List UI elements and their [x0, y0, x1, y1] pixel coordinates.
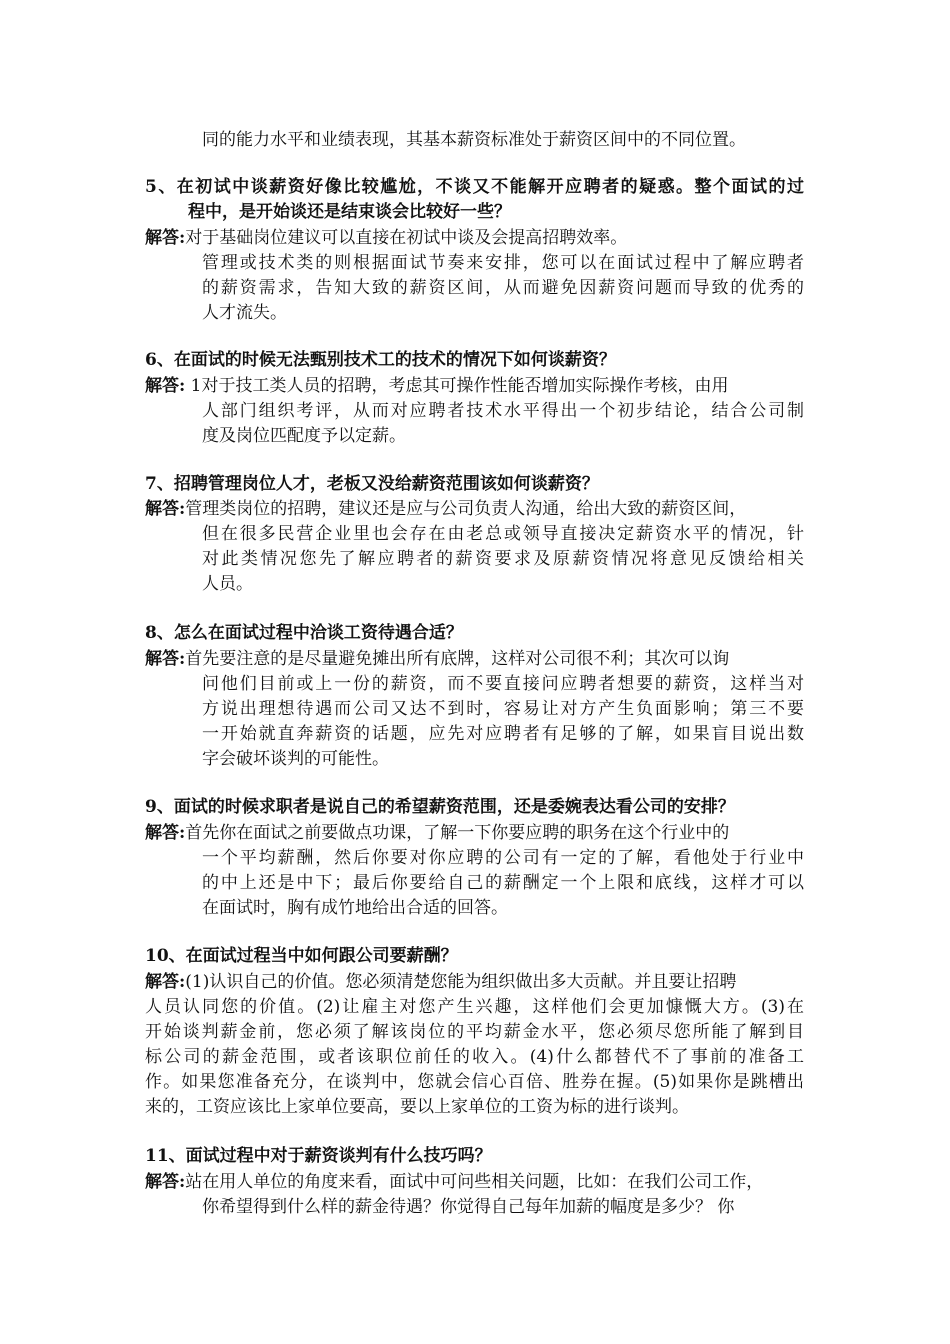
answer-9-line-1: 解答:首先你在面试之前要做点功课，了解一下你要应聘的职务在这个行业中的	[145, 823, 730, 843]
answer-5-line-4: 人才流失。	[202, 303, 287, 323]
answer-10-line-5: 作。如果您准备充分，在谈判中，您就会信心百倍、胜券在握。(5)如果你是跳槽出	[145, 1072, 804, 1092]
answer-label: 解答:	[145, 499, 186, 519]
answer-10-line-6: 来的，工资应该比上家单位要高，要以上家单位的工资为标的进行谈判。	[145, 1097, 689, 1117]
answer-9-line-2: 一个平均薪酬，然后你要对你应聘的公司有一定的了解，看他处于行业中	[202, 848, 804, 868]
answer-5-line-2: 管理或技术类的则根据面试节奏来安排，您可以在面试过程中了解应聘者	[202, 253, 804, 273]
answer-8-line-5: 字会破坏谈判的可能性。	[202, 749, 389, 769]
answer-9-line-4: 在面试时，胸有成竹地给出合适的回答。	[202, 898, 508, 918]
answer-9-line-3: 的中上还是中下；最后你要给自己的薪酬定一个上限和底线，这样才可以	[202, 873, 804, 893]
answer-6-line-3: 度及岗位匹配度予以定薪。	[202, 426, 406, 446]
answer-label: 解答:	[145, 649, 186, 669]
answer-8-line-1: 解答:首先要注意的是尽量避免摊出所有底牌，这样对公司很不利；其次可以询	[145, 649, 730, 669]
answer-8-line-3: 方说出理想待遇而公司又达不到时，容易让对方产生负面影响；第三不要	[202, 699, 804, 719]
answer-7-line-4: 人员。	[202, 574, 253, 594]
answer-11-line-2: 你希望得到什么样的薪金待遇？你觉得自己每年加薪的幅度是多少？ 你	[202, 1197, 735, 1217]
answer-8-line-4: 一开始就直奔薪资的话题，应先对应聘者有足够的了解，如果盲目说出数	[202, 724, 804, 744]
question-6: 6、在面试的时候无法甄别技术工的技术的情况下如何谈薪资？	[145, 350, 616, 370]
answer-label: 解答:	[145, 228, 186, 248]
answer-label: 解答:	[145, 1172, 186, 1192]
answer-label: 解答:	[145, 823, 186, 843]
answer-label: 解答:	[145, 376, 186, 396]
answer-7-line-1: 解答:管理类岗位的招聘，建议还是应与公司负责人沟通，给出大致的薪资区间，	[145, 499, 747, 519]
question-11: 11、面试过程中对于薪资谈判有什么技巧吗？	[145, 1146, 492, 1166]
question-10: 10、在面试过程当中如何跟公司要薪酬？	[145, 946, 458, 966]
answer-5-line-3: 的薪资需求，告知大致的薪资区间，从而避免因薪资问题而导致的优秀的	[202, 278, 804, 298]
question-7: 7、招聘管理岗位人才，老板又没给薪资范围该如何谈薪资？	[145, 474, 599, 494]
intro-tail: 同的能力水平和业绩表现，其基本薪资标准处于薪资区间中的不同位置。	[202, 130, 746, 150]
question-9: 9、面试的时候求职者是说自己的希望薪资范围，还是委婉表达看公司的安排？	[145, 797, 735, 817]
answer-label: 解答:	[145, 972, 186, 992]
answer-8-line-2: 问他们目前或上一份的薪资，而不要直接问应聘者想要的薪资，这样当对	[202, 674, 804, 694]
answer-7-line-2: 但在很多民营企业里也会存在由老总或领导直接决定薪资水平的情况，针	[202, 524, 804, 544]
answer-6-line-2: 人部门组织考评，从而对应聘者技术水平得出一个初步结论，结合公司制	[202, 401, 804, 421]
question-8: 8、怎么在面试过程中洽谈工资待遇合适？	[145, 623, 463, 643]
answer-7-line-3: 对此类情况您先了解应聘者的薪资要求及原薪资情况将意见反馈给相关	[202, 549, 804, 569]
answer-6-line-1: 解答: 1对于技工类人员的招聘，考虑其可操作性能否增加实际操作考核，由用	[145, 376, 729, 396]
answer-10-line-4: 标公司的薪金范围，或者该职位前任的收入。(4)什么都替代不了事前的准备工	[145, 1047, 804, 1067]
question-5: 5、在初试中谈薪资好像比较尴尬，不谈又不能解开应聘者的疑惑。整个面试的过	[145, 177, 804, 197]
answer-10-line-3: 开始谈判薪金前，您必须了解该岗位的平均薪金水平，您必须尽您所能了解到目	[145, 1022, 804, 1042]
answer-5-line-1: 解答:对于基础岗位建议可以直接在初试中谈及会提高招聘效率。	[145, 228, 628, 248]
answer-10-line-2: 人员认同您的价值。(2)让雇主对您产生兴趣，这样他们会更加慷慨大方。(3)在	[145, 997, 804, 1017]
question-5-cont: 程中，是开始谈还是结束谈会比较好一些？	[188, 202, 511, 222]
answer-10-line-1: 解答:(1)认识自己的价值。您必须清楚您能为组织做出多大贡献。并且要让招聘	[145, 972, 737, 992]
answer-11-line-1: 解答:站在用人单位的角度来看，面试中可问些相关问题，比如：在我们公司工作，	[145, 1172, 764, 1192]
